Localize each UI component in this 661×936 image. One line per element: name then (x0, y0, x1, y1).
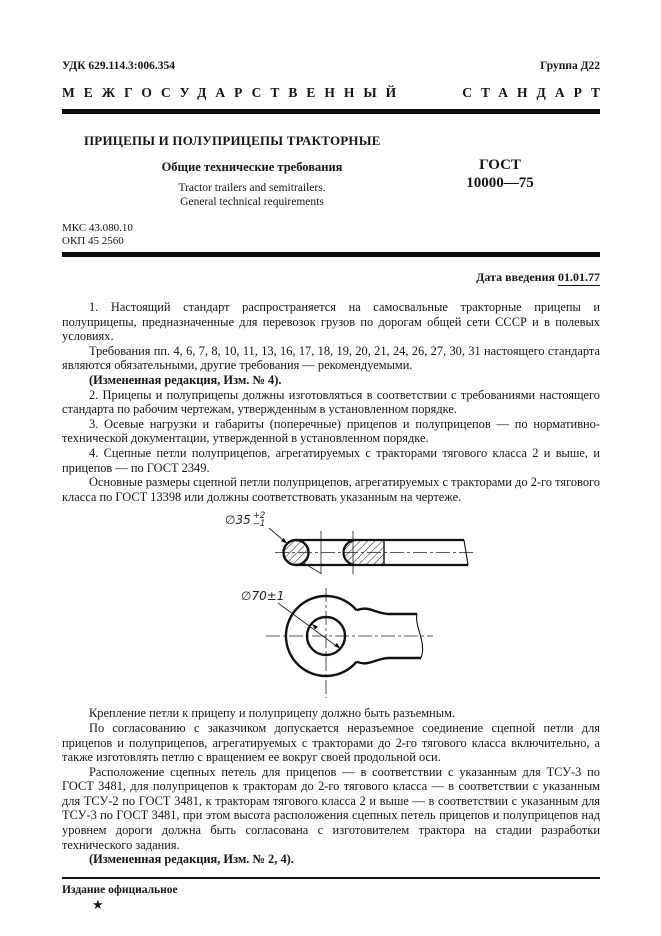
paragraph-5: Крепление петли к прицепу и полуприцепу должно быть разъемным. (89, 706, 456, 721)
hitch-loop-drawing-svg (181, 514, 481, 700)
body-text-top (62, 300, 600, 504)
date-value: 01.01.77 (558, 270, 600, 284)
star-icon: ★ (92, 897, 104, 913)
title-en-line1: Tractor trailers and semitrailers. (178, 182, 326, 194)
standard-kind-title (62, 85, 609, 101)
dimension-label-d35 (225, 512, 265, 528)
title-left-column (62, 133, 442, 209)
hitch-loop-drawing (181, 511, 481, 700)
top-divider-bar (62, 109, 600, 114)
d35-value: ∅35 (225, 513, 251, 528)
gost-number: 10000—75 (466, 175, 534, 191)
gost-designation (440, 156, 560, 192)
document-title: ПРИЦЕПЫ И ПОЛУПРИЦЕПЫ ТРАКТОРНЫЕ (84, 133, 381, 148)
official-edition-label: Издание официальное (62, 883, 178, 896)
paragraph-4a: 4. Сцепные петли полуприцепов, агрегатируемых с тракторами тягового класса 2 и выше, и прицепов — по ГОСТ 2349. (62, 445, 600, 475)
title-en-line2: General technical requirements (180, 195, 324, 208)
gost-label: ГОСТ (479, 157, 521, 173)
title-block (62, 133, 600, 248)
mks-code: МКС 43.080.10 (62, 222, 133, 234)
d35-tol-lower: −1 (252, 519, 266, 530)
udk-code: УДК 629.114.3:006.354 (62, 60, 175, 72)
paragraph-4b: Основные размеры сцепной петли полуприцепов, агрегатируемых с тракторами до 2-го тягового класса по ГОСТ 13398 или должны соответствовать указанным на чертеже. (62, 475, 600, 504)
paragraph-3: 3. Осевые нагрузки и габариты (поперечные) прицепов и полуприцепов — по нормативно-технической документации, утвержденной в установленном порядке. (62, 416, 600, 446)
okp-code: ОКП 45 2560 (62, 235, 124, 247)
paragraph-7: Расположение сцепных петель для прицепов — в соответствии с указанным для ТСУ-3 по ГОСТ 3481, для полуприцепов к тракторам до 2-го тягового класса — в соответствии с указанным для ТСУ-2 по ГОСТ 3481, к тракторам тягового класса 2 и выше — в соответствии с указанным для ТСУ-3 по ГОСТ 3481, при этом высота расположения сцепных петель прицепов и полуприцепов над уровнем дороги должна быть согласована с изготовителем трактора на стадии разработки технического задания. (62, 764, 600, 852)
standard-kind-word2: СТАНДАРТ (462, 85, 609, 100)
standard-kind-word1: МЕЖГОСУДАРСТВЕННЫЙ (62, 85, 406, 100)
group-code: Группа Д22 (540, 60, 600, 72)
classification-codes (62, 222, 600, 248)
paragraph-1b: Требования пп. 4, 6, 7, 8, 10, 11, 13, 16, 17, 18, 19, 20, 21, 24, 26, 27, 30, 31 настоящего стандарта являются обязательными, другие требования — рекомендуемыми. (62, 343, 600, 373)
d35-tolerance (253, 512, 266, 528)
header-codes-row (62, 60, 600, 72)
paragraph-8-amendment: (Измененная редакция, Изм. № 2, 4). (89, 852, 294, 867)
paragraph-1c-amendment: (Измененная редакция, Изм. № 4). (89, 372, 282, 387)
date-label: Дата введения (476, 270, 555, 284)
paragraph-6: По согласованию с заказчиком допускается неразъемное соединение сцепной петли для прицепов и полуприцепов, агрегатируемых с тракторами до 2-го тягового класса включительно, а также изготовлять петлю с вращением ее вокруг своей продольной оси. (62, 720, 600, 765)
d35-tol-upper: +2 (252, 511, 266, 522)
introduction-date-row (62, 270, 600, 285)
document-subtitle: Общие технические требования (161, 160, 343, 174)
dimension-label-d70: ∅70±1 (241, 589, 285, 604)
footer-rule (62, 877, 600, 879)
paragraph-2: 2. Прицепы и полуприцепы должны изготовляться в соответствии с требованиями настоящего стандарта по рабочим чертежам, утвержденным в установленном порядке. (62, 387, 600, 417)
second-divider-bar (62, 252, 600, 257)
paragraph-1a: 1. Настоящий стандарт распространяется на самосвальные тракторные прицепы и полуприцепы, предназначенные для перевозок грузов по дорогам общей сети СССР и в полевых условиях. (62, 300, 600, 344)
body-text-bottom (62, 706, 600, 867)
document-title-english (62, 182, 442, 209)
